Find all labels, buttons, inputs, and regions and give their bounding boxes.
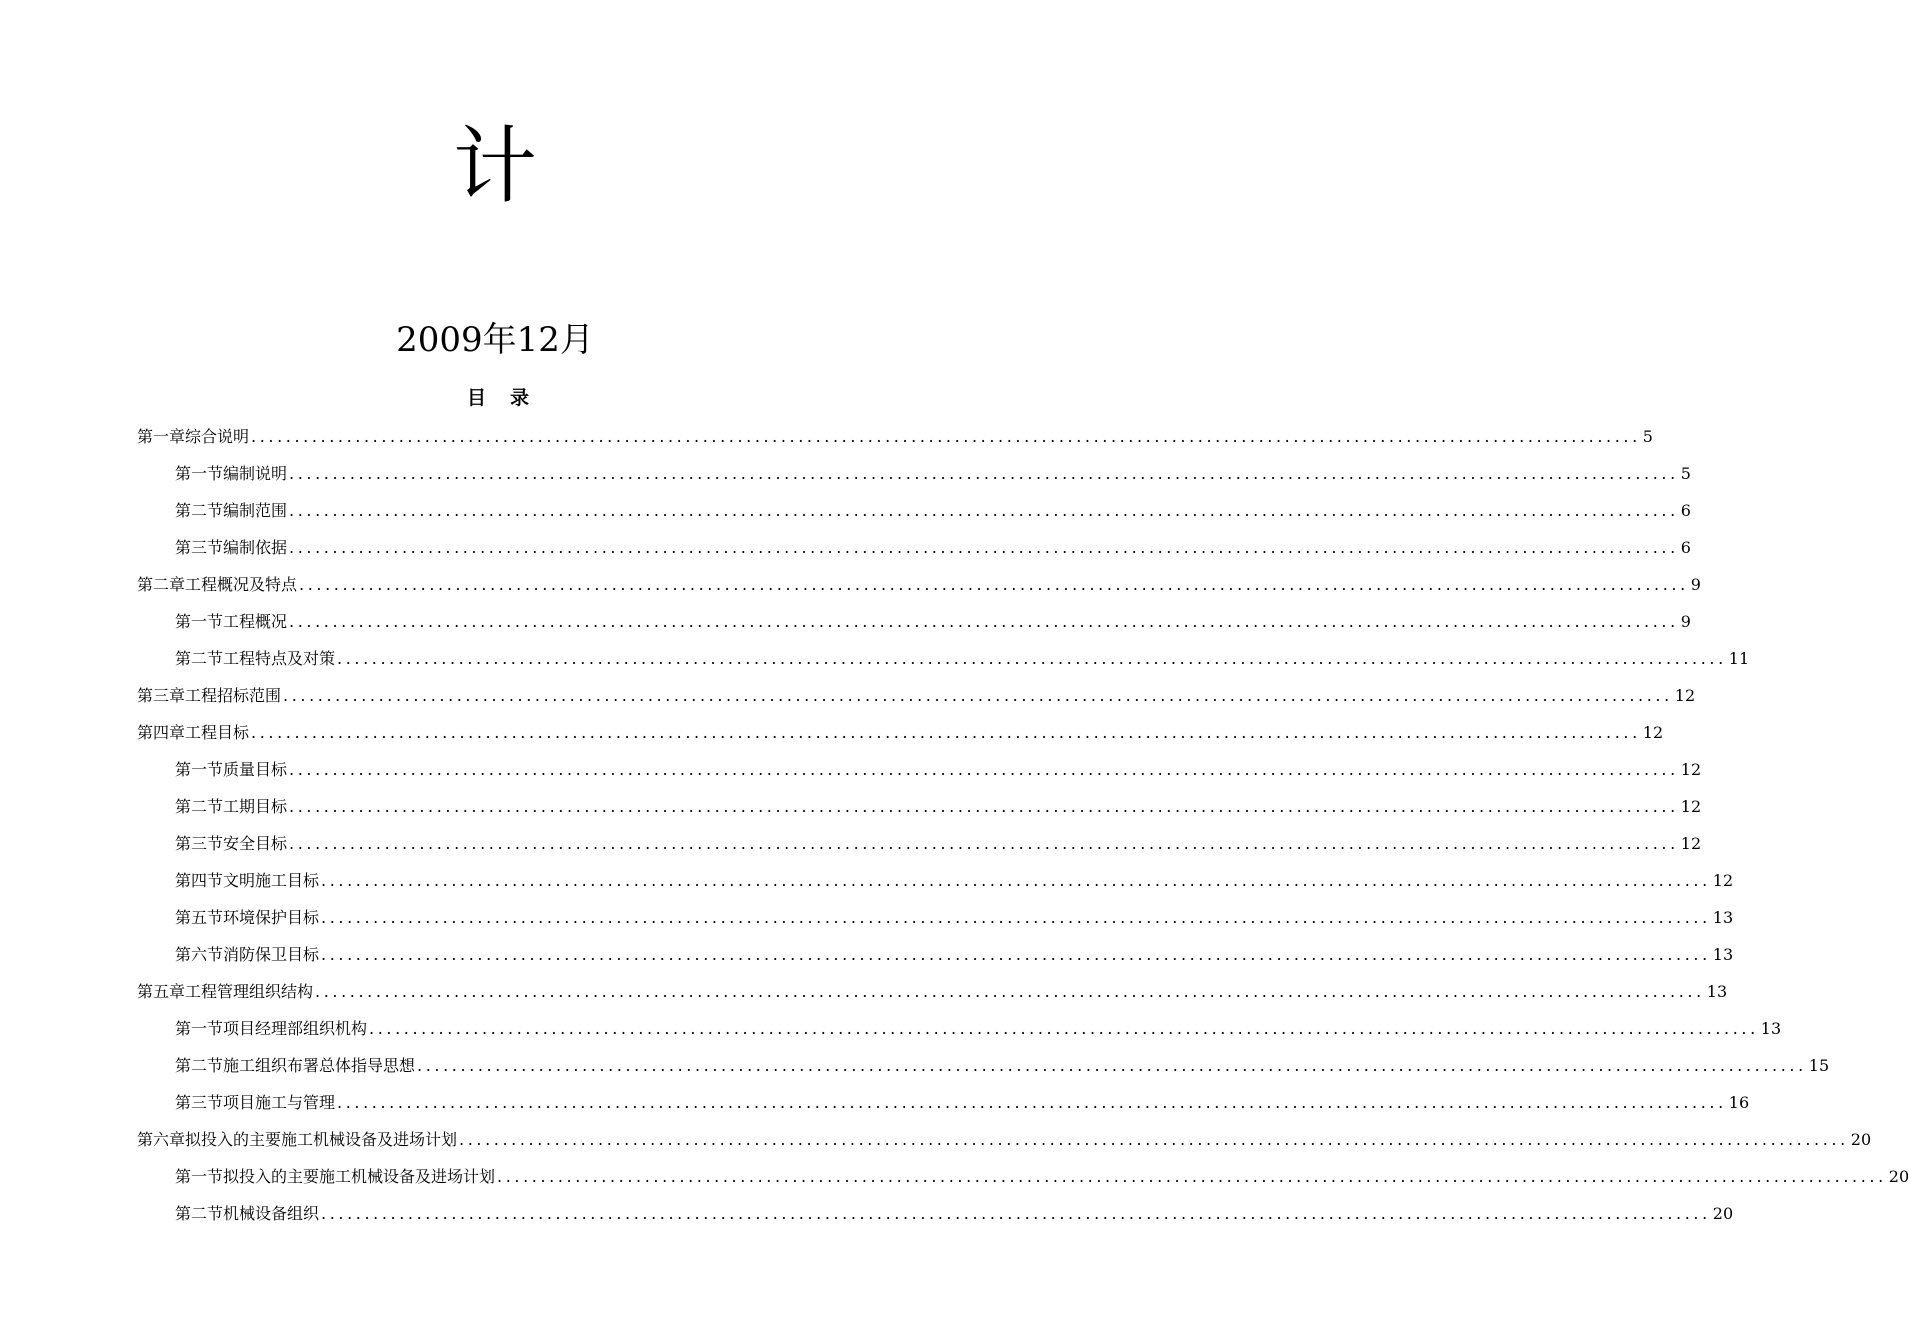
toc-entry-number: 第二节	[175, 649, 224, 668]
toc-entry-number: 第一节	[175, 464, 224, 483]
toc-entry-page: 12	[1680, 760, 1702, 779]
toc-entry-number: 第一节	[175, 1167, 224, 1186]
toc-entry-page: 16	[1728, 1093, 1750, 1112]
toc-leader-dots: ................................................................................................................................................................	[283, 686, 1673, 705]
toc-entry-number: 第二节	[175, 1056, 224, 1075]
toc-entry-page: 6	[1680, 538, 1691, 557]
toc-entry-page: 20	[1712, 1204, 1734, 1223]
toc-leader-dots: ................................................................................................................................................................	[289, 797, 1679, 816]
toc-leader-dots: ................................................................................................................................................................	[369, 1019, 1759, 1038]
toc-entry-page: 12	[1642, 723, 1664, 742]
toc-leader-dots: ................................................................................................................................................................	[337, 1093, 1727, 1112]
toc-section-entry[interactable]	[137, 754, 1702, 791]
toc-entry-title: 拟投入的主要施工机械设备及进场计划	[185, 1130, 458, 1149]
toc-chapter-entry[interactable]	[137, 680, 1696, 717]
toc-entry-number: 第二节	[175, 501, 224, 520]
toc-chapter-entry[interactable]	[137, 569, 1701, 606]
toc-entry-title: 文明施工目标	[223, 871, 320, 890]
toc-section-entry[interactable]	[137, 828, 1702, 865]
toc-entry-number: 第三节	[175, 834, 224, 853]
toc-entry-title: 工期目标	[223, 797, 288, 816]
toc-chapter-entry[interactable]	[137, 717, 1664, 754]
toc-entry-number: 第四节	[175, 871, 224, 890]
toc-entry-title: 施工组织布署总体指导思想	[223, 1056, 416, 1075]
toc-leader-dots: ................................................................................................................................................................	[289, 612, 1679, 631]
toc-entry-title: 工程招标范围	[185, 686, 282, 705]
toc-entry-number: 第一章	[137, 427, 186, 446]
toc-entry-title: 质量目标	[223, 760, 288, 779]
toc-section-entry[interactable]	[137, 1198, 1734, 1235]
toc-section-entry[interactable]	[137, 865, 1734, 902]
toc-entry-number: 第一节	[175, 612, 224, 631]
toc-entry-title: 环境保护目标	[223, 908, 320, 927]
toc-entry-title: 工程概况及特点	[185, 575, 298, 594]
toc-entry-page: 15	[1808, 1056, 1830, 1075]
toc-entry-number: 第三节	[175, 1093, 224, 1112]
toc-entry-number: 第三节	[175, 538, 224, 557]
toc-entry-title: 工程管理组织结构	[185, 982, 314, 1001]
toc-entry-page: 12	[1680, 797, 1702, 816]
toc-leader-dots: ................................................................................................................................................................	[321, 908, 1711, 927]
toc-heading	[0, 384, 996, 412]
toc-entry-number: 第三章	[137, 686, 186, 705]
table-of-contents	[137, 421, 1909, 1235]
toc-chapter-entry[interactable]	[137, 976, 1728, 1013]
toc-entry-page: 9	[1690, 575, 1701, 594]
toc-entry-page: 5	[1642, 427, 1653, 446]
toc-entry-title: 机械设备组织	[223, 1204, 320, 1223]
cover-title-char: 计	[452, 117, 537, 215]
toc-leader-dots: ................................................................................................................................................................	[459, 1130, 1849, 1149]
toc-leader-dots: ................................................................................................................................................................	[321, 945, 1711, 964]
toc-leader-dots: ................................................................................................................................................................	[299, 575, 1689, 594]
toc-entry-title: 安全目标	[223, 834, 288, 853]
toc-section-entry[interactable]	[137, 1161, 1909, 1198]
toc-entry-page: 20	[1850, 1130, 1872, 1149]
toc-section-entry[interactable]	[137, 902, 1734, 939]
toc-entry-title: 消防保卫目标	[223, 945, 320, 964]
toc-leader-dots: ................................................................................................................................................................	[337, 649, 1727, 668]
toc-entry-page: 13	[1706, 982, 1728, 1001]
toc-entry-number: 第一节	[175, 1019, 224, 1038]
toc-entry-page: 5	[1680, 464, 1691, 483]
toc-entry-number: 第四章	[137, 723, 186, 742]
toc-leader-dots: ................................................................................................................................................................	[417, 1056, 1807, 1075]
toc-entry-page: 9	[1680, 612, 1691, 631]
toc-entry-page: 13	[1712, 945, 1734, 964]
toc-leader-dots: ................................................................................................................................................................	[315, 982, 1705, 1001]
toc-entry-title: 编制范围	[223, 501, 288, 520]
toc-section-entry[interactable]	[137, 458, 1691, 495]
toc-chapter-entry[interactable]	[137, 1124, 1872, 1161]
toc-entry-page: 13	[1712, 908, 1734, 927]
toc-leader-dots: ................................................................................................................................................................	[289, 834, 1679, 853]
toc-section-entry[interactable]	[137, 643, 1750, 680]
toc-chapter-entry[interactable]	[137, 421, 1653, 458]
toc-leader-dots: ................................................................................................................................................................	[289, 760, 1679, 779]
toc-entry-title: 拟投入的主要施工机械设备及进场计划	[223, 1167, 496, 1186]
toc-entry-number: 第六章	[137, 1130, 186, 1149]
toc-entry-title: 工程目标	[185, 723, 250, 742]
toc-heading-left: 目	[466, 387, 486, 409]
toc-entry-page: 12	[1674, 686, 1696, 705]
cover-date: 2009年12月	[396, 320, 594, 360]
toc-leader-dots: ................................................................................................................................................................	[497, 1167, 1887, 1186]
toc-entry-title: 工程概况	[223, 612, 288, 631]
toc-leader-dots: ................................................................................................................................................................	[289, 538, 1679, 557]
toc-leader-dots: ................................................................................................................................................................	[289, 464, 1679, 483]
toc-entry-title: 编制说明	[223, 464, 288, 483]
toc-entry-number: 第二节	[175, 1204, 224, 1223]
toc-entry-page: 20	[1888, 1167, 1909, 1186]
toc-section-entry[interactable]	[137, 1013, 1782, 1050]
toc-entry-number: 第六节	[175, 945, 224, 964]
toc-entry-page: 11	[1728, 649, 1750, 668]
toc-leader-dots: ................................................................................................................................................................	[289, 501, 1679, 520]
toc-heading-right: 录	[510, 387, 530, 409]
toc-entry-page: 13	[1760, 1019, 1782, 1038]
toc-entry-title: 综合说明	[185, 427, 250, 446]
toc-section-entry[interactable]	[137, 791, 1702, 828]
toc-leader-dots: ................................................................................................................................................................	[251, 723, 1641, 742]
toc-entry-title: 编制依据	[223, 538, 288, 557]
toc-section-entry[interactable]	[137, 532, 1691, 569]
toc-entry-title: 项目施工与管理	[223, 1093, 336, 1112]
toc-entry-title: 项目经理部组织机构	[223, 1019, 368, 1038]
toc-section-entry[interactable]	[137, 1050, 1830, 1087]
toc-entry-number: 第二章	[137, 575, 186, 594]
toc-entry-number: 第一节	[175, 760, 224, 779]
toc-entry-page: 12	[1680, 834, 1702, 853]
toc-entry-page: 12	[1712, 871, 1734, 890]
toc-section-entry[interactable]	[137, 495, 1691, 532]
toc-section-entry[interactable]	[137, 606, 1691, 643]
toc-entry-number: 第五章	[137, 982, 186, 1001]
toc-leader-dots: ................................................................................................................................................................	[321, 1204, 1711, 1223]
toc-entry-title: 工程特点及对策	[223, 649, 336, 668]
toc-entry-page: 6	[1680, 501, 1691, 520]
toc-entry-number: 第五节	[175, 908, 224, 927]
toc-section-entry[interactable]	[137, 1087, 1750, 1124]
toc-section-entry[interactable]	[137, 939, 1734, 976]
toc-leader-dots: ................................................................................................................................................................	[321, 871, 1711, 890]
toc-leader-dots: ................................................................................................................................................................	[251, 427, 1641, 446]
toc-entry-number: 第二节	[175, 797, 224, 816]
